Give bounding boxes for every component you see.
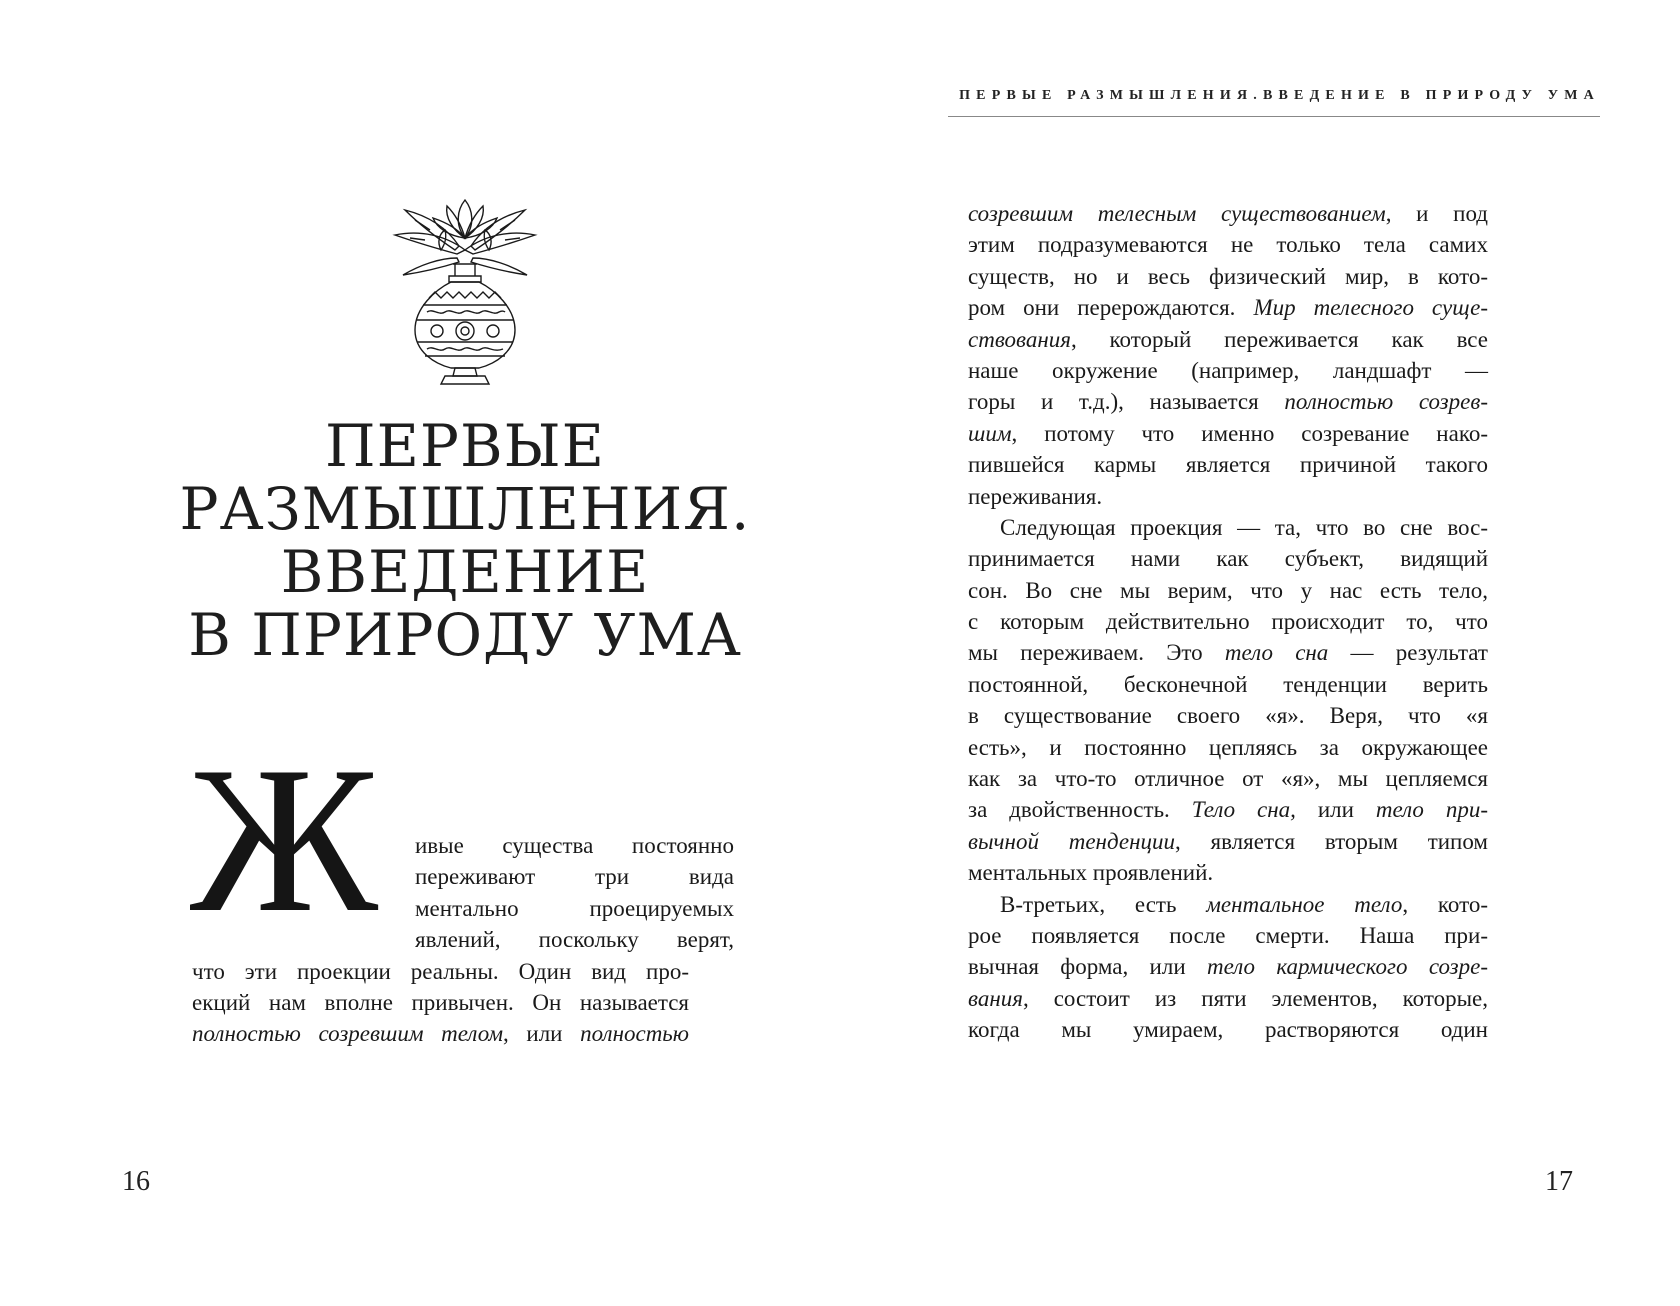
chapter-title-line: В ПРИРОДУ УМА bbox=[188, 601, 742, 669]
header-rule bbox=[948, 116, 1600, 117]
italic-term: тело при- bbox=[1375, 797, 1489, 823]
chapter-title-line: ВВЕДЕНИЕ bbox=[280, 538, 650, 606]
italic-term: Мир телесного суще- bbox=[1253, 295, 1488, 321]
text-line: пившейся кармы является причиной такого bbox=[968, 452, 1488, 478]
text-line: ментальных проявлений. bbox=[968, 860, 1214, 886]
text-line bbox=[968, 637, 1488, 668]
right-body-text bbox=[968, 198, 1488, 1046]
text-line: ивые существа постоянно bbox=[415, 833, 734, 858]
text-line bbox=[968, 386, 1488, 417]
chapter-title-line: ПЕРВЫЕ bbox=[325, 412, 605, 480]
italic-term: созревшим телесным существованием bbox=[968, 201, 1386, 226]
right-page bbox=[840, 0, 1680, 1306]
text-line: Следующая проекция — та, что во сне вос- bbox=[1000, 514, 1488, 540]
running-header: ПЕРВЫЕ РАЗМЫШЛЕНИЯ.ВВЕДЕНИЕ В ПРИРОДУ УМА bbox=[959, 88, 1600, 103]
text-span: , является вторым типом bbox=[1175, 828, 1488, 854]
text-span: В-третьих, есть bbox=[1000, 891, 1207, 917]
text-span: за двойственность. bbox=[968, 797, 1192, 823]
italic-term: ствования bbox=[968, 326, 1071, 352]
flower-vase-icon bbox=[385, 180, 545, 390]
text-span: , или bbox=[503, 1021, 581, 1047]
text-line: этим подразумеваются не только тела самих bbox=[968, 232, 1488, 258]
text-line: рое появляется после смерти. Наша при- bbox=[968, 922, 1488, 948]
italic-term: полностью bbox=[580, 1021, 689, 1047]
text-line bbox=[968, 418, 1488, 449]
text-span: ром они перерождаются. bbox=[968, 295, 1254, 321]
text-span: , потому что именно созревание нако- bbox=[1011, 420, 1488, 446]
text-line bbox=[968, 889, 1488, 920]
text-line: явлений, поскольку верят, bbox=[415, 927, 734, 953]
text-line bbox=[968, 983, 1488, 1014]
chapter-title-line: РАЗМЫШЛЕНИЯ. bbox=[179, 475, 751, 543]
text-line: существ, но и весь физический мир, в кото- bbox=[968, 263, 1488, 289]
text-line bbox=[968, 324, 1488, 355]
italic-term: ментальное тело bbox=[1206, 891, 1403, 917]
text-line bbox=[968, 826, 1488, 857]
text-line bbox=[192, 1018, 689, 1049]
text-span: , который переживается как все bbox=[1070, 326, 1488, 352]
text-line: когда мы умираем, растворяются один bbox=[968, 1017, 1488, 1043]
text-span: или bbox=[1295, 797, 1376, 823]
text-line: есть», и постоянно цепляясь за окружающее bbox=[968, 734, 1488, 760]
italic-term: полностью созревшим телом bbox=[192, 1021, 504, 1047]
text-line: с которым действительно происходит то, что bbox=[968, 609, 1488, 635]
text-line: что эти проекции реальны. Один вид про- bbox=[192, 958, 689, 984]
text-span: , и под bbox=[1385, 201, 1488, 226]
drop-cap: Ж bbox=[190, 724, 375, 956]
text-span: горы и т.д.), называется bbox=[968, 389, 1285, 415]
italic-term: тело кармического созре- bbox=[1206, 954, 1489, 980]
italic-term: тело сна bbox=[1224, 640, 1329, 666]
text-line bbox=[968, 794, 1488, 825]
text-span: , кото- bbox=[1402, 891, 1488, 917]
text-line: ментально проецируемых bbox=[415, 895, 734, 921]
page-number: 17 bbox=[1545, 1166, 1573, 1197]
text-span: , состоит из пяти элементов, которые, bbox=[1022, 985, 1488, 1011]
text-line: принимается нами как субъект, видящий bbox=[968, 546, 1488, 572]
text-line: наше окружение (например, ландшафт — bbox=[968, 357, 1488, 383]
chapter-title bbox=[150, 412, 780, 669]
text-line: сон. Во сне мы верим, что у нас есть тело, bbox=[968, 577, 1488, 603]
text-line: переживают три вида bbox=[415, 864, 734, 890]
text-line: екций нам вполне привычен. Он называется bbox=[192, 989, 689, 1015]
left-body-text bbox=[192, 830, 734, 1050]
text-line: переживания. bbox=[968, 483, 1103, 509]
italic-term: вычной тенденции bbox=[968, 828, 1175, 854]
text-span: мы переживаем. Это bbox=[968, 640, 1225, 666]
text-line bbox=[968, 292, 1488, 323]
italic-term: полностью созрев- bbox=[1284, 389, 1488, 415]
italic-term: шим bbox=[968, 420, 1012, 446]
text-span: — результат bbox=[1328, 640, 1488, 666]
italic-term: Тело сна, bbox=[1191, 797, 1296, 823]
text-line: как за что-то отличное от «я», мы цепляемся bbox=[968, 766, 1488, 792]
text-line bbox=[968, 951, 1488, 982]
italic-term: вания bbox=[968, 985, 1023, 1011]
text-line: в существование своего «я». Веря, что «я bbox=[968, 703, 1488, 729]
text-span: вычная форма, или bbox=[968, 954, 1207, 980]
text-line: постоянной, бесконечной тенденции верить bbox=[968, 671, 1488, 697]
page-number: 16 bbox=[122, 1166, 150, 1197]
text-line bbox=[968, 198, 1488, 229]
